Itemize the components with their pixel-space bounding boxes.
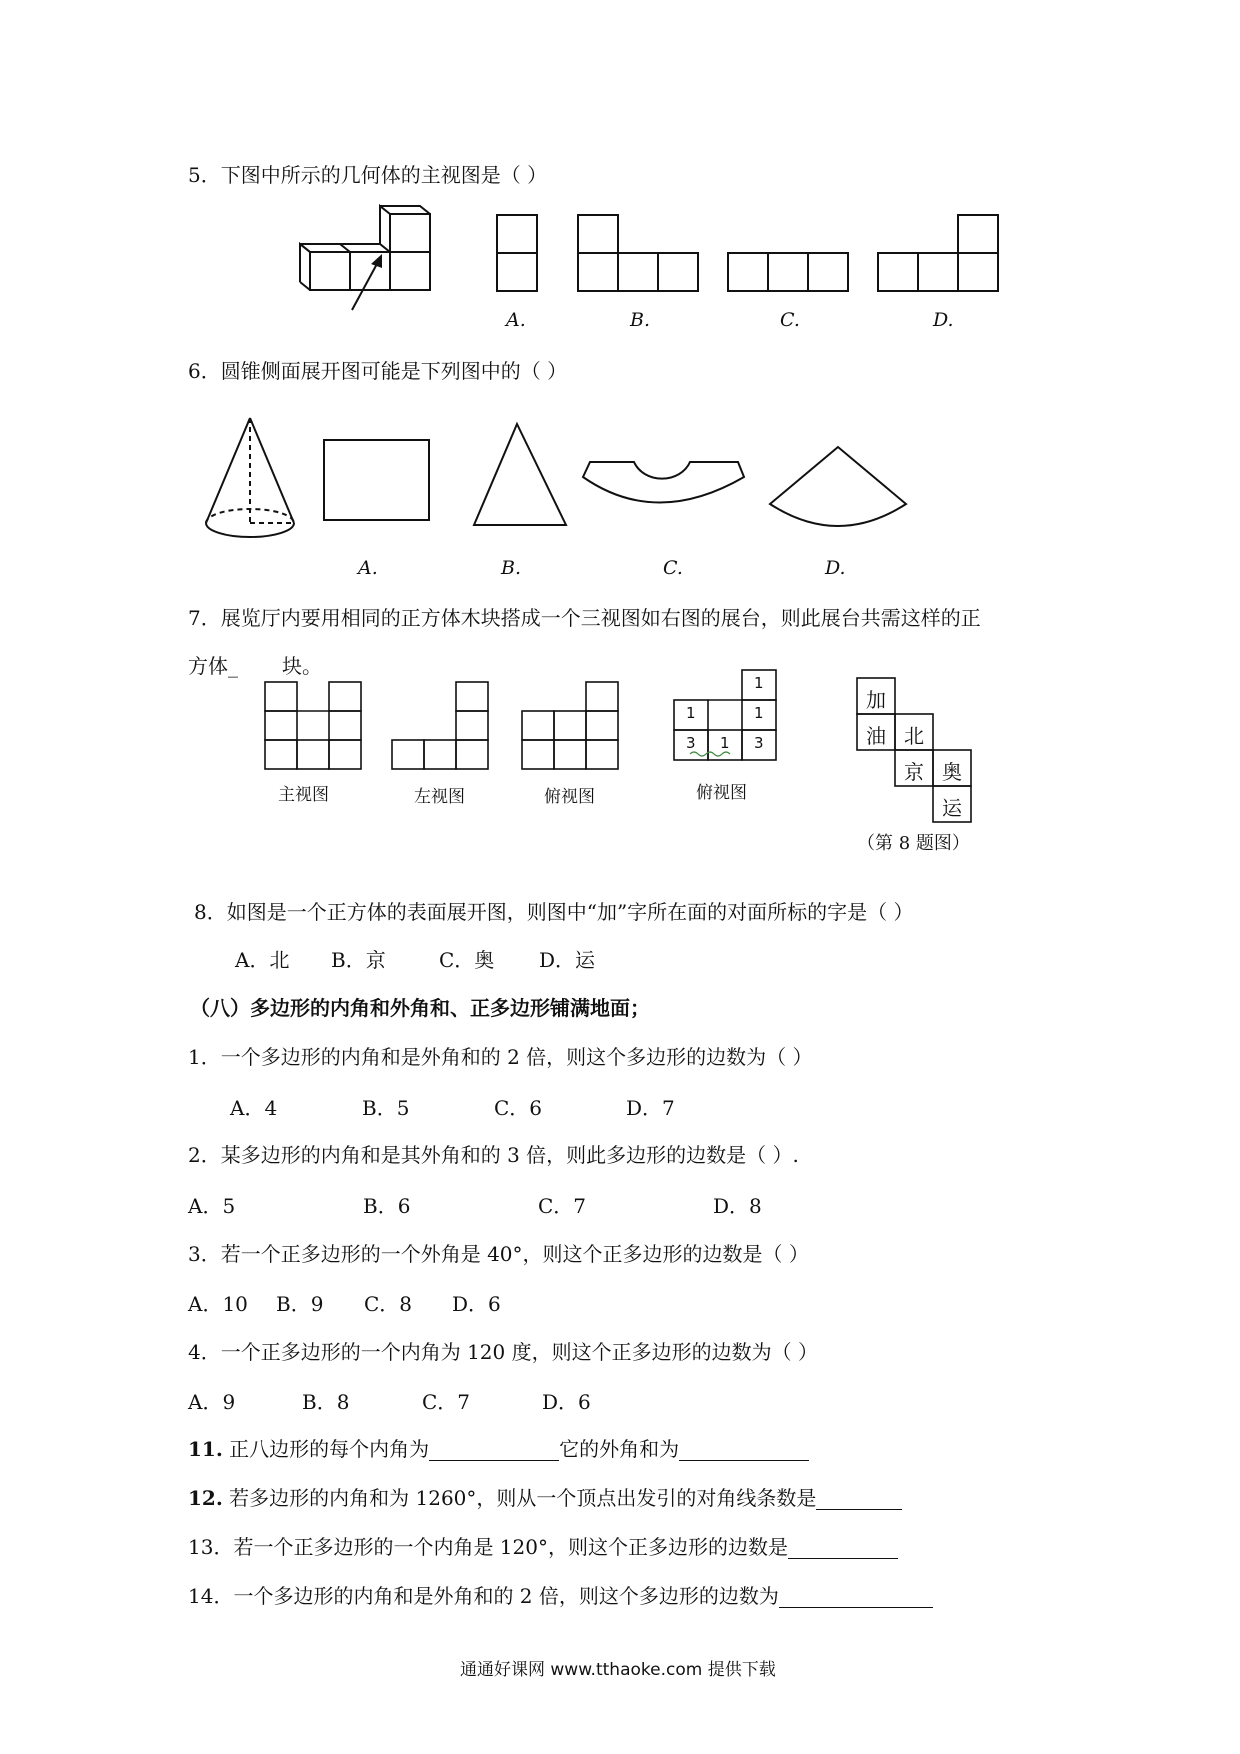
net-caption: （第 8 题图） [857, 833, 970, 854]
solid-front-3 [390, 252, 430, 290]
arrow-head [371, 254, 382, 268]
footer: 通通好课网 www.tthaoke.com 提供下载 [460, 1660, 776, 1680]
q6-label-b: B. [501, 557, 522, 579]
grid-number: 1 [686, 704, 696, 722]
answer-blank[interactable] [679, 1440, 809, 1461]
solid-front-1 [310, 252, 350, 290]
problem-14: 14．一个多边形的内角和是外角和的 2 倍，则这个多边形的边数为 [188, 1584, 933, 1608]
answer-blank[interactable] [429, 1440, 559, 1461]
q5-label-c: C. [780, 309, 800, 331]
grid-number: 1 [754, 674, 764, 692]
answer-blank[interactable] [779, 1587, 933, 1608]
question-7-line1: 7．展览厅内要用相同的正方体木块搭成一个三视图如右图的展台，则此展台共需这样的正 [188, 606, 981, 630]
net-char-you: 油 [866, 724, 886, 748]
p3-options: A．10 B．9 C．8 D．6 [188, 1292, 501, 1316]
problem-2: 2．某多边形的内角和是其外角和的 3 倍，则此多边形的边数是（ ）. [188, 1143, 799, 1167]
q7-line2-end: 块。 [282, 654, 322, 678]
question-5: 5．下图中所示的几何体的主视图是（ ） [188, 163, 548, 187]
question-7-line2 [188, 654, 322, 678]
q6-label-d: D. [825, 557, 846, 579]
net-char-ao: 奥 [942, 760, 962, 784]
answer-blank[interactable] [788, 1538, 898, 1559]
p1-options: A．4 B．5 C．6 D．7 [230, 1096, 675, 1120]
grid-number: 3 [754, 734, 764, 752]
problem-4: 4．一个正多边形的一个内角为 120 度，则这个正多边形的边数为（ ） [188, 1340, 818, 1364]
p2-options: A．5 B．6 C．7 D．8 [188, 1194, 762, 1218]
net-char-yun: 运 [942, 796, 962, 820]
caption-top-view: 俯视图 [544, 787, 595, 807]
q7-line2-start: 方体_ [188, 654, 238, 678]
problem-13: 13．若一个正多边形的一个内角是 120°，则这个正多边形的边数是 [188, 1535, 898, 1559]
q5-label-d: D. [933, 309, 954, 331]
grid-number: 3 [686, 734, 696, 752]
caption-left-view: 左视图 [414, 787, 465, 807]
net-char-jia: 加 [866, 688, 886, 712]
question-6: 6．圆锥侧面展开图可能是下列图中的（ ） [188, 359, 568, 383]
solid-front-4 [390, 214, 430, 252]
question-8: 8．如图是一个正方体的表面展开图，则图中“加”字所在面的对面所标的字是（ ） [194, 900, 914, 924]
net-char-jing: 京 [904, 760, 924, 784]
p4-options: A．9 B．8 C．7 D．6 [188, 1390, 591, 1414]
problem-12: 12. 若多边形的内角和为 1260°，则从一个顶点出发引的对角线条数是 [188, 1486, 902, 1510]
net-char-bei: 北 [904, 724, 924, 748]
solid-front-2 [350, 252, 390, 290]
q8-options: A．北 B．京 C．奥 D．运 [235, 948, 596, 972]
q6-label-a: A. [358, 557, 378, 579]
caption-top-view-numbered: 俯视图 [696, 783, 747, 803]
section-heading: （八）多边形的内角和外角和、正多边形铺满地面； [190, 996, 650, 1020]
answer-blank[interactable] [816, 1489, 902, 1510]
caption-front-view: 主视图 [278, 785, 329, 805]
grid-number: 1 [720, 734, 730, 752]
q5-label-a: A. [506, 309, 526, 331]
problem-11: 11. 正八边形的每个内角为 它的外角和为 [188, 1437, 809, 1461]
problem-3: 3．若一个正多边形的一个外角是 40°，则这个正多边形的边数是（ ） [188, 1242, 809, 1266]
q6-label-c: C. [663, 557, 683, 579]
grid-number: 1 [754, 704, 764, 722]
q5-label-b: B. [630, 309, 651, 331]
problem-1: 1．一个多边形的内角和是外角和的 2 倍，则这个多边形的边数为（ ） [188, 1045, 813, 1069]
